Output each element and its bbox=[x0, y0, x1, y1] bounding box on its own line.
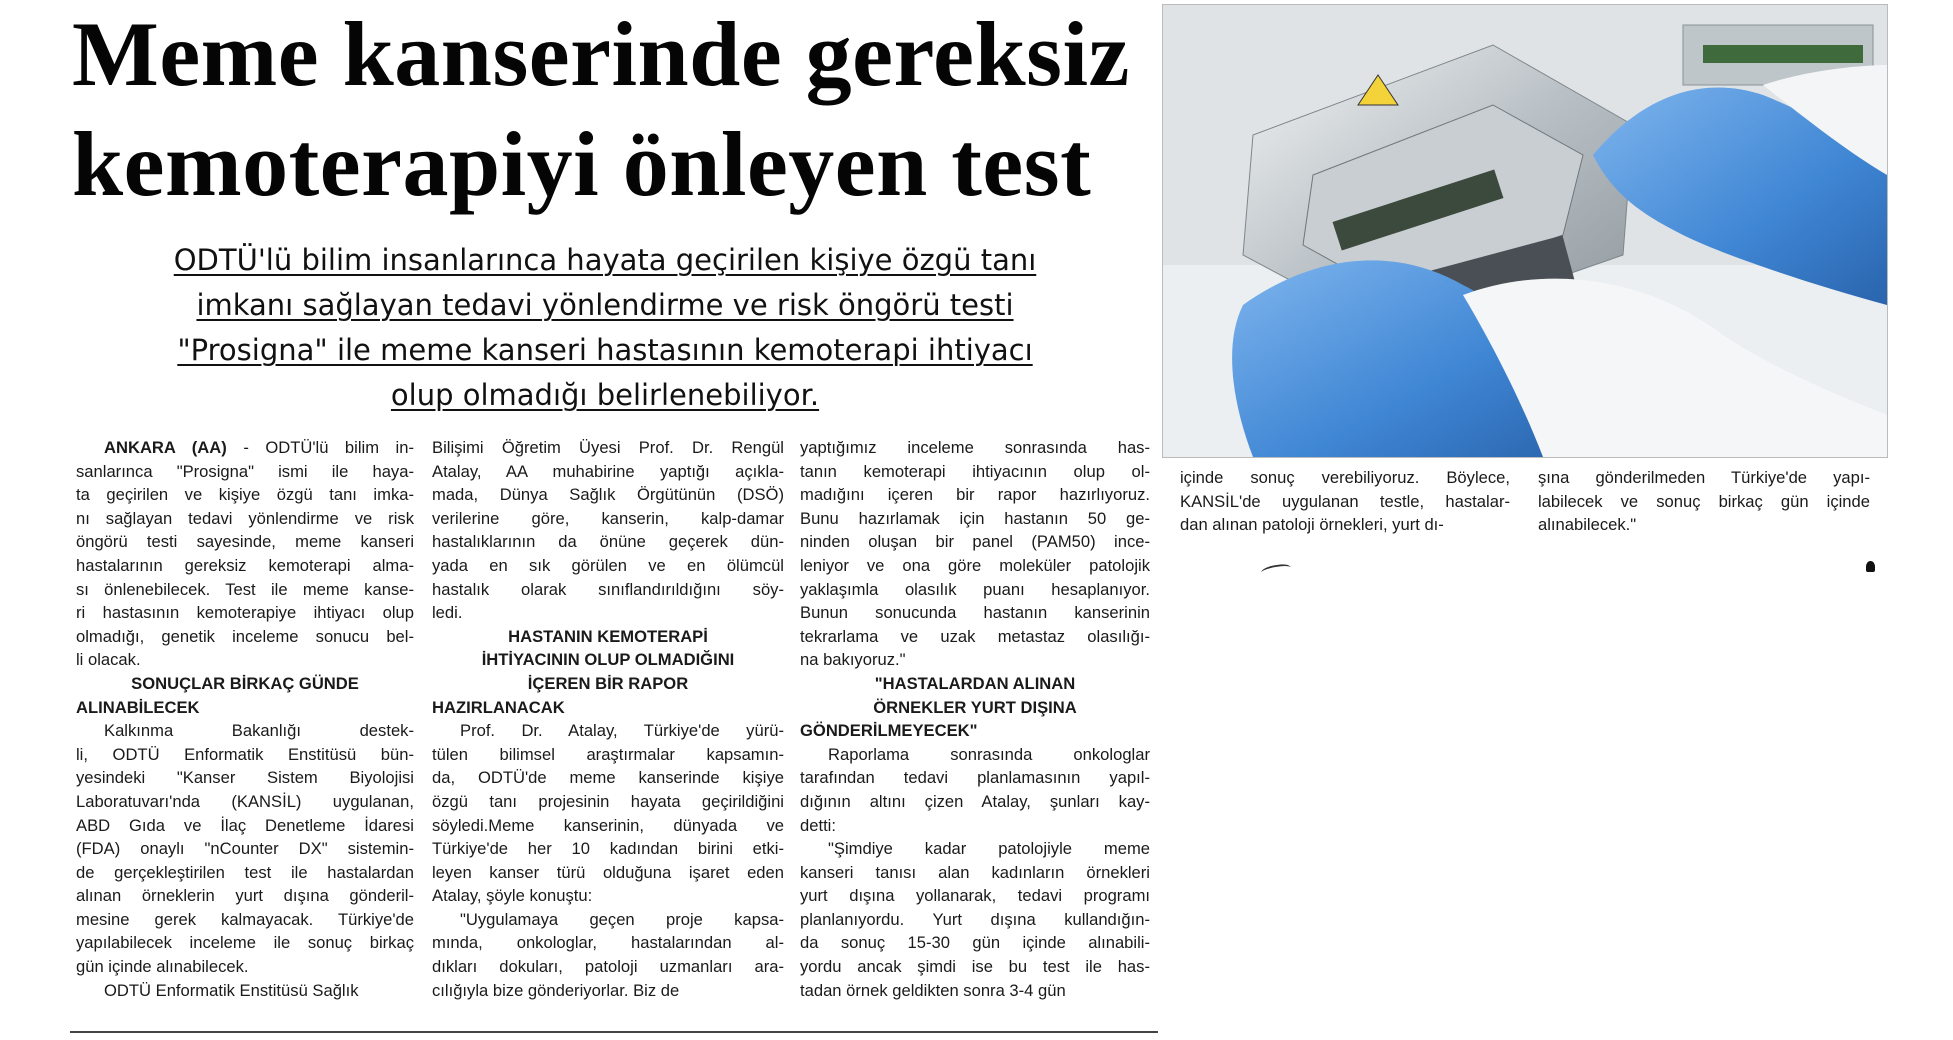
text-line: ALINABİLECEK bbox=[76, 697, 200, 717]
text-line: kanseri tanısı alan kadınların örnekleri bbox=[800, 862, 1150, 882]
text-line: leniyor ve ona göre moleküler patolojik bbox=[800, 555, 1150, 575]
text-line: Bilişimi Öğretim Üyesi Prof. Dr. Rengül bbox=[432, 438, 784, 457]
text-line: tarafından tedavi planlamasının yapıl- bbox=[800, 768, 1150, 788]
text-line: li, ODTÜ Enformatik Enstitüsü bün- bbox=[76, 744, 414, 764]
text-line: mında, onkologlar, hastalarından al- bbox=[432, 933, 784, 953]
text-line: sanlarınca "Prosigna" ismi ile haya- bbox=[76, 461, 414, 481]
subheadline bbox=[70, 238, 1140, 418]
article-column-5 bbox=[1538, 466, 1870, 537]
text-line: nı sağlayan tedavi yönlendirme ve risk bbox=[76, 508, 414, 528]
paragraph bbox=[1180, 466, 1510, 537]
text-line: SONUÇLAR BİRKAÇ GÜNDE bbox=[131, 673, 359, 693]
section-heading bbox=[800, 672, 1150, 743]
text-line: ANKARA (AA) - ODTÜ'lü bilim in- bbox=[104, 438, 414, 457]
text-line: ledi. bbox=[432, 603, 463, 623]
text-line: İHTİYACININ OLUP OLMADIĞINI bbox=[481, 650, 735, 670]
text-line: (FDA) onaylı "nCounter DX" sistemin- bbox=[76, 839, 414, 859]
bottom-rule bbox=[70, 1031, 1158, 1033]
text-line: Atalay, AA muhabirine yaptığı açıkla- bbox=[432, 461, 784, 481]
paragraph bbox=[1538, 466, 1870, 537]
paragraph bbox=[432, 908, 784, 1002]
text-line: olmadığı, genetik inceleme sonucu bel- bbox=[76, 626, 414, 646]
article-column-3 bbox=[800, 436, 1150, 1002]
section-heading bbox=[76, 672, 414, 719]
text-line: şına gönderilmeden Türkiye'de yapı- bbox=[1538, 468, 1870, 487]
text-line: hastalarının gereksiz kemoterapi alma- bbox=[76, 555, 414, 575]
text-line: "Uygulamaya geçen proje kapsa- bbox=[460, 909, 784, 929]
text-line: tekrarlama ve uzak metastaz olasılığı- bbox=[800, 626, 1150, 646]
text-line: ODTÜ Enformatik Enstitüsü Sağlık bbox=[104, 980, 359, 1000]
lab-gloved-hands-photo-icon bbox=[1163, 5, 1887, 457]
text-line: tanın kemoterapi ihtiyacının olup ol- bbox=[800, 461, 1150, 481]
text-line: dığının altını çizen Atalay, şunları kay- bbox=[800, 791, 1150, 811]
text-line: İÇEREN BİR RAPOR bbox=[527, 673, 689, 693]
text-line: dıkları dokuları, patoloji uzmanları ara- bbox=[432, 957, 784, 977]
text-line: Laboratuvarı'nda (KANSİL) uygulanan, bbox=[76, 791, 414, 811]
text-line: yordu ancak şimdi ise bu test ile has- bbox=[800, 957, 1150, 977]
text-line: na bakıyoruz." bbox=[800, 650, 906, 670]
article-column-2 bbox=[432, 436, 784, 1002]
text-line: özgü tanı projesinin hayata geçirildiğini bbox=[432, 791, 784, 811]
headline-line-1: Meme kanserinde gereksiz bbox=[72, 3, 1130, 105]
text-line: labilecek ve sonuç birkaç gün içinde bbox=[1538, 491, 1870, 511]
text-line: Türkiye'de her 10 kadından birini etki- bbox=[432, 839, 784, 859]
paragraph bbox=[432, 436, 784, 625]
paragraph bbox=[800, 743, 1150, 837]
text-line: öngörü testi sayesinde, meme kanseri bbox=[76, 532, 414, 552]
text-line: detti: bbox=[800, 815, 836, 835]
text-line: yaptığımız inceleme sonrasında has- bbox=[800, 438, 1150, 457]
text-line: alınabilecek." bbox=[1538, 515, 1637, 535]
text-line: de gerçekleştirilen test ile hastalardan bbox=[76, 862, 414, 882]
text-line: alınan örneklerin yurt dışına gönderil- bbox=[76, 886, 414, 906]
text-line: hastalık olarak sınıflandırıldığını söy- bbox=[432, 579, 784, 599]
paragraph bbox=[76, 719, 414, 979]
text-line: Bunun sonucunda hastanın kanserinin bbox=[800, 603, 1150, 623]
text-line: HASTANIN KEMOTERAPİ bbox=[508, 626, 708, 646]
text-line: Bunu hazırlamak için hastanın 50 ge- bbox=[800, 508, 1150, 528]
text-line: Atalay, şöyle konuştu: bbox=[432, 886, 593, 906]
text-line: verilerine göre, kanserin, kalp-damar bbox=[432, 508, 784, 528]
article-column-1 bbox=[76, 436, 414, 1002]
text-line: dan alınan patoloji örnekleri, yurt dı- bbox=[1180, 515, 1444, 535]
text-line: tadan örnek geldikten sonra 3-4 gün bbox=[800, 980, 1066, 1000]
text-line: "HASTALARDAN ALINAN bbox=[874, 673, 1076, 693]
text-line: söyledi.Meme kanserinin, dünyada ve bbox=[432, 815, 784, 835]
text-line: ri hastasının kemoterapiye ihtiyacı olup bbox=[76, 603, 414, 623]
text-line: yaklaşımla olasılık puanı hesaplanıyor. bbox=[800, 579, 1150, 599]
text-line: sı önlenebilecek. Test ile meme kanse- bbox=[76, 579, 414, 599]
text-line: Prof. Dr. Atalay, Türkiye'de yürü- bbox=[460, 721, 784, 741]
text-line: ABD Gıda ve İlaç Denetleme İdaresi bbox=[76, 815, 414, 835]
text-line: KANSİL'de uygulanan testle, hastalar- bbox=[1180, 491, 1510, 511]
text-line: "Şimdiye kadar patolojiyle meme bbox=[828, 839, 1150, 859]
pen-mark bbox=[1260, 562, 1291, 577]
text-line: leyen kanser türü olduğuna işaret eden bbox=[432, 862, 784, 882]
paragraph bbox=[76, 979, 414, 1003]
text-line: ta geçirilen ve kişiye özgü tanı imka- bbox=[76, 485, 414, 505]
headline-line-2: kemoterapiyi önleyen test bbox=[72, 113, 1092, 215]
text-line: hastalıklarının da önüne geçerek dün- bbox=[432, 532, 784, 552]
subheadline-line: ODTÜ'lü bilim insanlarınca hayata geçirilen kişiye özgü tanı bbox=[173, 243, 1037, 277]
text-line: tülen bilimsel araştırmalar kapsamın- bbox=[432, 744, 784, 764]
text-line: madığını içeren bir rapor hazırlıyoruz. bbox=[800, 485, 1150, 505]
text-line: yada en sık görülen ve en ölümcül bbox=[432, 555, 784, 575]
paragraph bbox=[76, 436, 414, 672]
text-line: da, ODTÜ'de meme kanserinde kişiye bbox=[432, 768, 784, 788]
text-line: HAZIRLANACAK bbox=[432, 697, 565, 717]
text-line: da sonuç 15-30 gün içinde alınabili- bbox=[800, 933, 1150, 953]
text-line: GÖNDERİLMEYECEK" bbox=[800, 721, 978, 741]
text-line: ÖRNEKLER YURT DIŞINA bbox=[873, 697, 1077, 717]
text-line: yesindeki "Kanser Sistem Biyolojisi bbox=[76, 768, 414, 788]
text-line: planlanıyordu. Yurt dışına kullandığın- bbox=[800, 909, 1150, 929]
subheadline-line: "Prosigna" ile meme kanseri hastasının kemoterapi ihtiyacı bbox=[177, 333, 1033, 367]
text-line: li olacak. bbox=[76, 650, 141, 670]
text-line: yurt dışına yollanarak, tedavi programı bbox=[800, 886, 1150, 906]
paragraph bbox=[800, 436, 1150, 672]
text-line: yapılabilecek inceleme ile sonuç birkaç bbox=[76, 933, 414, 953]
text-line: Kalkınma Bakanlığı destek- bbox=[104, 721, 414, 741]
article-photo bbox=[1162, 4, 1888, 458]
text-line: ninden oluşan bir panel (PAM50) ince- bbox=[800, 532, 1150, 552]
paragraph bbox=[432, 719, 784, 908]
paragraph bbox=[800, 837, 1150, 1002]
subheadline-line: olup olmadığı belirlenebiliyor. bbox=[390, 378, 820, 412]
text-line: mada, Dünya Sağlık Örgütünün (DSÖ) bbox=[432, 485, 784, 505]
text-line: gün içinde alınabilecek. bbox=[76, 957, 249, 977]
article-column-4 bbox=[1180, 466, 1510, 537]
text-line: mesine gerek kalmayacak. Türkiye'de bbox=[76, 909, 414, 929]
text-line: cılığıyla bize gönderiyorlar. Biz de bbox=[432, 980, 680, 1000]
text-line: Raporlama sonrasında onkologlar bbox=[828, 744, 1150, 764]
end-mark-icon bbox=[1866, 561, 1875, 572]
section-heading bbox=[432, 625, 784, 719]
subheadline-line: imkanı sağlayan tedavi yönlendirme ve risk öngörü testi bbox=[196, 288, 1014, 322]
text-line: içinde sonuç verebiliyoruz. Böylece, bbox=[1180, 468, 1510, 487]
